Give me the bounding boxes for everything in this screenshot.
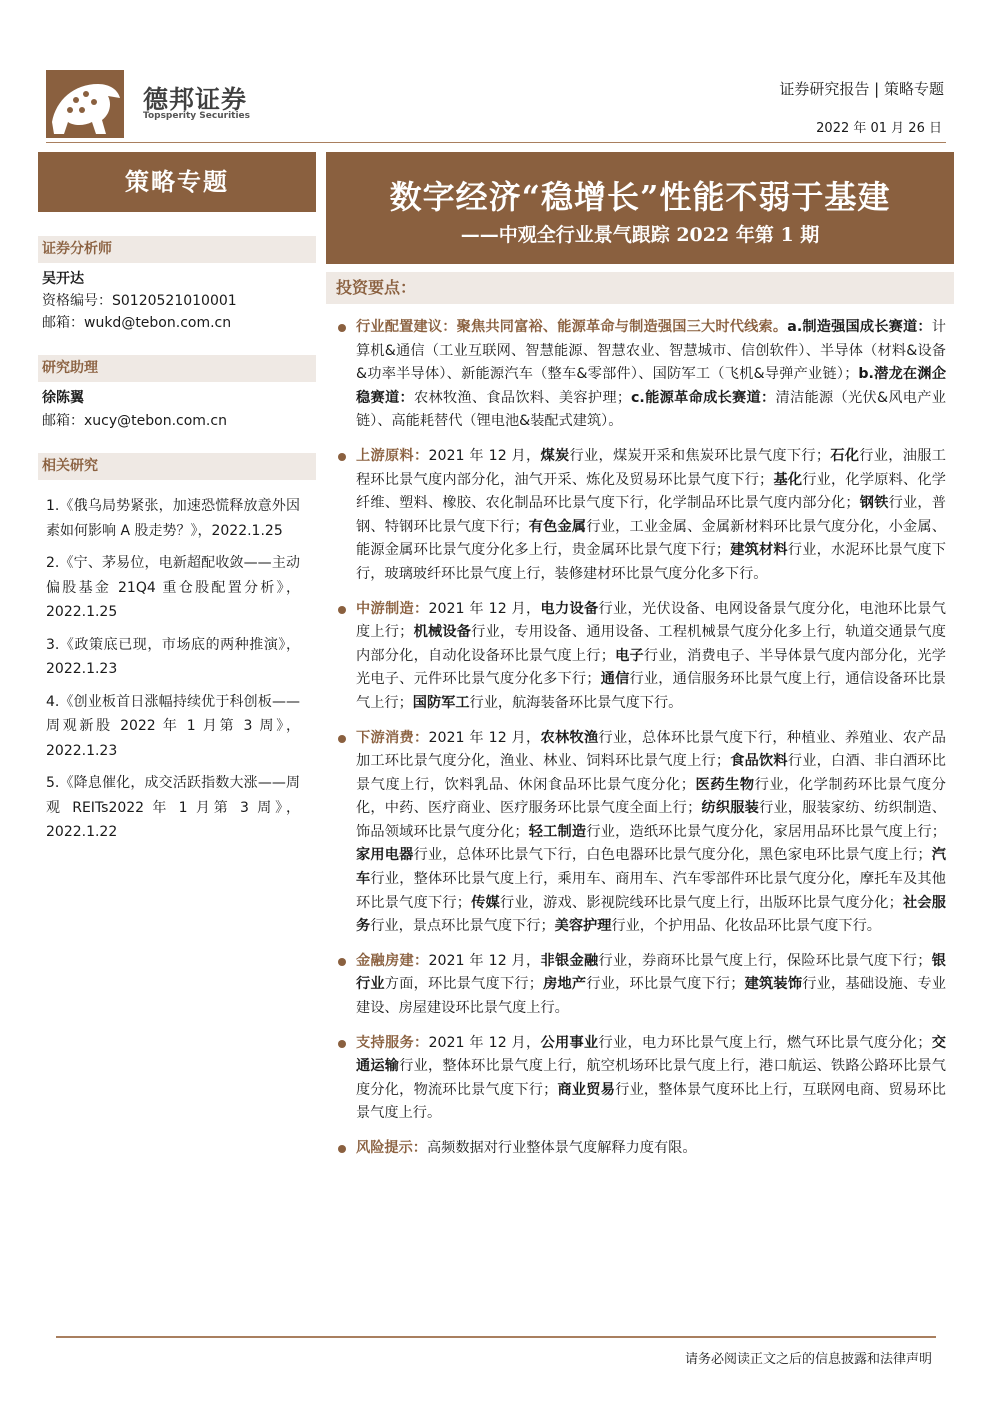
industry-name: 美容护理 [554,918,612,935]
key-point-paragraph [336,445,946,587]
related-section-heading: 相关研究 [38,453,316,480]
key-points-body [336,316,946,1172]
related-item[interactable]: 4.《创业板首日涨幅持续优于科创板——周观新股 2022 年 1 月第 3 周》，2022.1.23 [46,693,300,759]
paragraph-text: 行业，消费电子、半导体景气度内部分化，光学光电子、元件环比景气度分化多下行； [356,647,946,688]
key-point-paragraph [336,1137,946,1161]
bullet-icon [338,735,346,743]
paragraph-text: 行业，游戏、影视院线环比景气度上行，出版环比景气度分化； [499,894,903,911]
related-item[interactable]: 2.《宁、茅易位，电新超配收敛——主动偏股基金 21Q4 重仓股配置分析》，2022.1.25 [46,555,300,620]
category-banner: 策略专题 [38,152,316,212]
paragraph-text: 行业，电力环比景气度上行，燃气环比景气度分化； [598,1034,932,1051]
industry-name: 轻工制造 [528,823,587,840]
industry-name: 食品饮料 [730,753,788,770]
report-title: 数字经济“稳增长”性能不弱于基建 [389,178,891,216]
industry-name: 家用电器 [356,847,414,864]
paragraph-text: 行业，水泥环比景气度下行，玻璃玻纤环比景气度上行，装修建材环比景气度分化多下行。 [356,542,946,582]
analyst-section-heading: 证券分析师 [38,236,316,263]
title-banner [326,152,954,264]
paragraph-text: 方面，环比景气度下行； [384,976,543,993]
key-point-paragraph [336,1032,946,1126]
brand-name-cn: 德邦证券 [143,85,248,114]
industry-name: 商业贸易 [557,1081,616,1098]
paragraph-text: 2021 年 12 月， [428,1034,541,1051]
analyst-email: 邮箱：wukd@tebon.com.cn [42,315,232,331]
paragraph-text: 行业，基础设施、专业建设、房屋建设环比景气度上行。 [356,976,946,1017]
paragraph-text: 行业，化学原料、化学纤维、塑料、橡胶、农化制品环比景气度下行，化学制品环比景气度内部分化； [356,471,946,512]
report-type: 证券研究报告 | 策略专题 [779,80,944,98]
paragraph-lead: 风险提示： [356,1140,427,1156]
paragraph-text: 2021 年 12 月， [428,952,541,969]
paragraph-text: 行业，景点环比景气度下行； [370,918,555,935]
assistant-email: 邮箱：xucy@tebon.com.cn [42,413,227,429]
industry-name: 建筑材料 [730,542,788,559]
paragraph-text: 2021 年 12 月， [428,600,541,617]
key-point-paragraph [336,316,946,434]
paragraph-text: 行业，化学制药环比景气度分化，中药、医疗商业、医疗服务环比景气度全面上行； [356,776,946,817]
paragraph-lead: 中游制造： [356,600,429,617]
company-logo-icon [46,70,124,138]
paragraph-lead: 行业配置建议：聚焦共同富裕、能源革命与制造强国三大时代线索。 [356,319,788,335]
paragraph-text: 计算机&通信（工业互联网、智慧能源、智慧农业、智慧城市、信创软件）、半导体（材料&设备&功率半导体）、新能源汽车（整车&零部件）、国防军工（飞机&导弹产业链）； [356,319,946,383]
bullet-icon [338,1040,346,1048]
paragraph-text: 2021 年 12 月， [428,447,541,464]
key-point-paragraph [336,727,946,939]
industry-name: 电力设备 [540,600,599,617]
industry-name: 银行业 [356,952,946,993]
paragraph-text: 行业，环比景气度下行； [586,976,745,993]
paragraph-text: 农林牧渔、食品饮料、美容护理； [413,389,632,406]
paragraph-text: 行业，总体环比景气度下行，种植业、养殖业、农产品加工环比景气度分化，渔业、林业、饲料环比景气度上行； [356,729,946,770]
paragraph-text: 行业，油服工程环比景气度内部分化，油气开采、炼化及贸易环比景气度下行； [356,447,946,488]
paragraph-text: 行业，航海装备环比景气度下行。 [469,694,683,711]
industry-name: 交通运输 [356,1034,946,1075]
bullet-icon [338,324,346,332]
industry-name: a.制造强国成长赛道： [787,319,932,335]
industry-name: 国防军工 [412,694,470,711]
industry-name: 电子 [614,647,644,664]
key-point-paragraph [336,598,946,716]
paragraph-text: 行业，券商环比景气度上行，保险环比景气度下行； [598,952,932,969]
industry-name: 有色金属 [528,518,587,535]
industry-name: 汽车 [356,847,946,888]
report-subtitle: ——中观全行业景气跟踪 2022 年第 1 期 [460,224,820,246]
industry-name: 纺织服装 [701,800,760,817]
paragraph-lead: 金融房建： [356,952,429,969]
footer-divider [56,1336,936,1338]
industry-name: 机械设备 [413,624,472,641]
report-date: 2022 年 01 月 26 日 [816,121,942,136]
bullet-icon [338,606,346,614]
industry-name: 社会服务 [356,894,946,935]
industry-name: b.潜龙在渊企稳赛道： [356,366,947,406]
related-research-list [46,494,300,853]
paragraph-text: 高频数据对行业整体景气度解释力度有限。 [426,1140,697,1156]
paragraph-text: 2021 年 12 月， [428,729,541,746]
assistant-name: 徐陈翼 [42,390,84,406]
paragraph-text: 行业，总体环比景气下行，白色电器环比景气度分化，黑色家电环比景气度上行； [413,847,932,864]
header-divider [46,142,946,143]
paragraph-text: 行业，煤炭开采和焦炭环比景气度下行； [569,447,831,464]
paragraph-text: 行业，通信服务环比景气度上行，通信设备环比景气上行； [356,671,946,711]
paragraph-text: 行业，服装家纺、纺织制造、饰品领域环比景气度分化； [356,800,946,840]
industry-name: 农林牧渔 [540,729,599,746]
paragraph-text: 行业，整体景气度环比上行，互联网电商、贸易环比景气度上行。 [356,1081,946,1122]
bullet-icon [338,1145,346,1153]
industry-name: 石化 [830,447,860,464]
industry-name: 医药生物 [694,776,755,793]
analyst-name: 吴开达 [42,271,84,287]
industry-name: 基化 [773,471,803,488]
paragraph-lead: 下游消费： [356,729,429,746]
paragraph-text: 行业，造纸环比景气度分化，家居用品环比景气度上行； [586,823,946,840]
paragraph-lead: 支持服务： [356,1034,429,1051]
paragraph-text: 行业，普钢、特钢环比景气度下行； [356,495,946,535]
industry-name: 通信 [600,671,630,688]
bullet-icon [338,453,346,461]
paragraph-lead: 上游原料： [356,447,429,464]
industry-name: 建筑装饰 [744,976,803,993]
related-item[interactable]: 5.《降息催化，成交活跃指数大涨——周观 REITs2022 年 1 月第 3 周》，2022.1.22 [46,775,300,840]
key-point-paragraph [336,950,946,1021]
industry-name: 房地产 [542,976,587,993]
paragraph-text: 行业，整体环比景气度上行，航空机场环比景气度上行，港口航运、铁路公路环比景气度分化，物流环比景气度下行； [356,1058,946,1098]
footer-disclaimer: 请务必阅读正文之后的信息披露和法律声明 [684,1352,932,1367]
paragraph-text: 行业，个护用品、化妆品环比景气度下行。 [611,918,881,935]
related-item[interactable]: 1.《俄乌局势紧张，加速恐慌释放意外因素如何影响 A 股走势？》，2022.1.25 [46,498,300,539]
paragraph-text: 行业，专用设备、通用设备、工程机械景气度分化多上行，轨道交通景气度内部分化，自动化设备环比景气度上行； [356,624,946,664]
paragraph-text: 行业，工业金属、金属新材料环比景气度分化，小金属、能源金属环比景气度分化多上行，贵金属环比景气度下行； [356,518,946,559]
paragraph-text: 行业，光伏设备、电网设备景气度分化，电池环比景气度上行； [356,600,946,641]
industry-name: 煤炭 [540,447,570,464]
related-item[interactable]: 3.《政策底已现，市场底的两种推演》，2022.1.23 [46,636,300,677]
brand-name-en: Topsperity Securities [143,111,250,121]
analyst-cert: 资格编号：S0120521010001 [42,293,237,309]
paragraph-text: 行业，白酒、非白酒环比景气度上行，饮料乳品、休闲食品环比景气度分化； [356,753,946,793]
industry-name: c.能源革命成长赛道： [631,389,776,406]
industry-name: 公用事业 [540,1034,599,1051]
bullet-icon [338,958,346,966]
key-points-heading: 投资要点： [326,272,954,304]
assistant-section-heading: 研究助理 [38,355,316,382]
paragraph-text: 清洁能源（光伏&风电产业链）、高能耗替代（锂电池&装配式建筑）。 [356,389,946,430]
industry-name: 钢铁 [859,495,889,512]
paragraph-text: 行业，整体环比景气度上行，乘用车、商用车、汽车零部件环比景气度分化，摩托车及其他环比景气度下行； [356,871,946,911]
industry-name: 非银金融 [540,952,599,969]
industry-name: 传媒 [470,894,500,911]
